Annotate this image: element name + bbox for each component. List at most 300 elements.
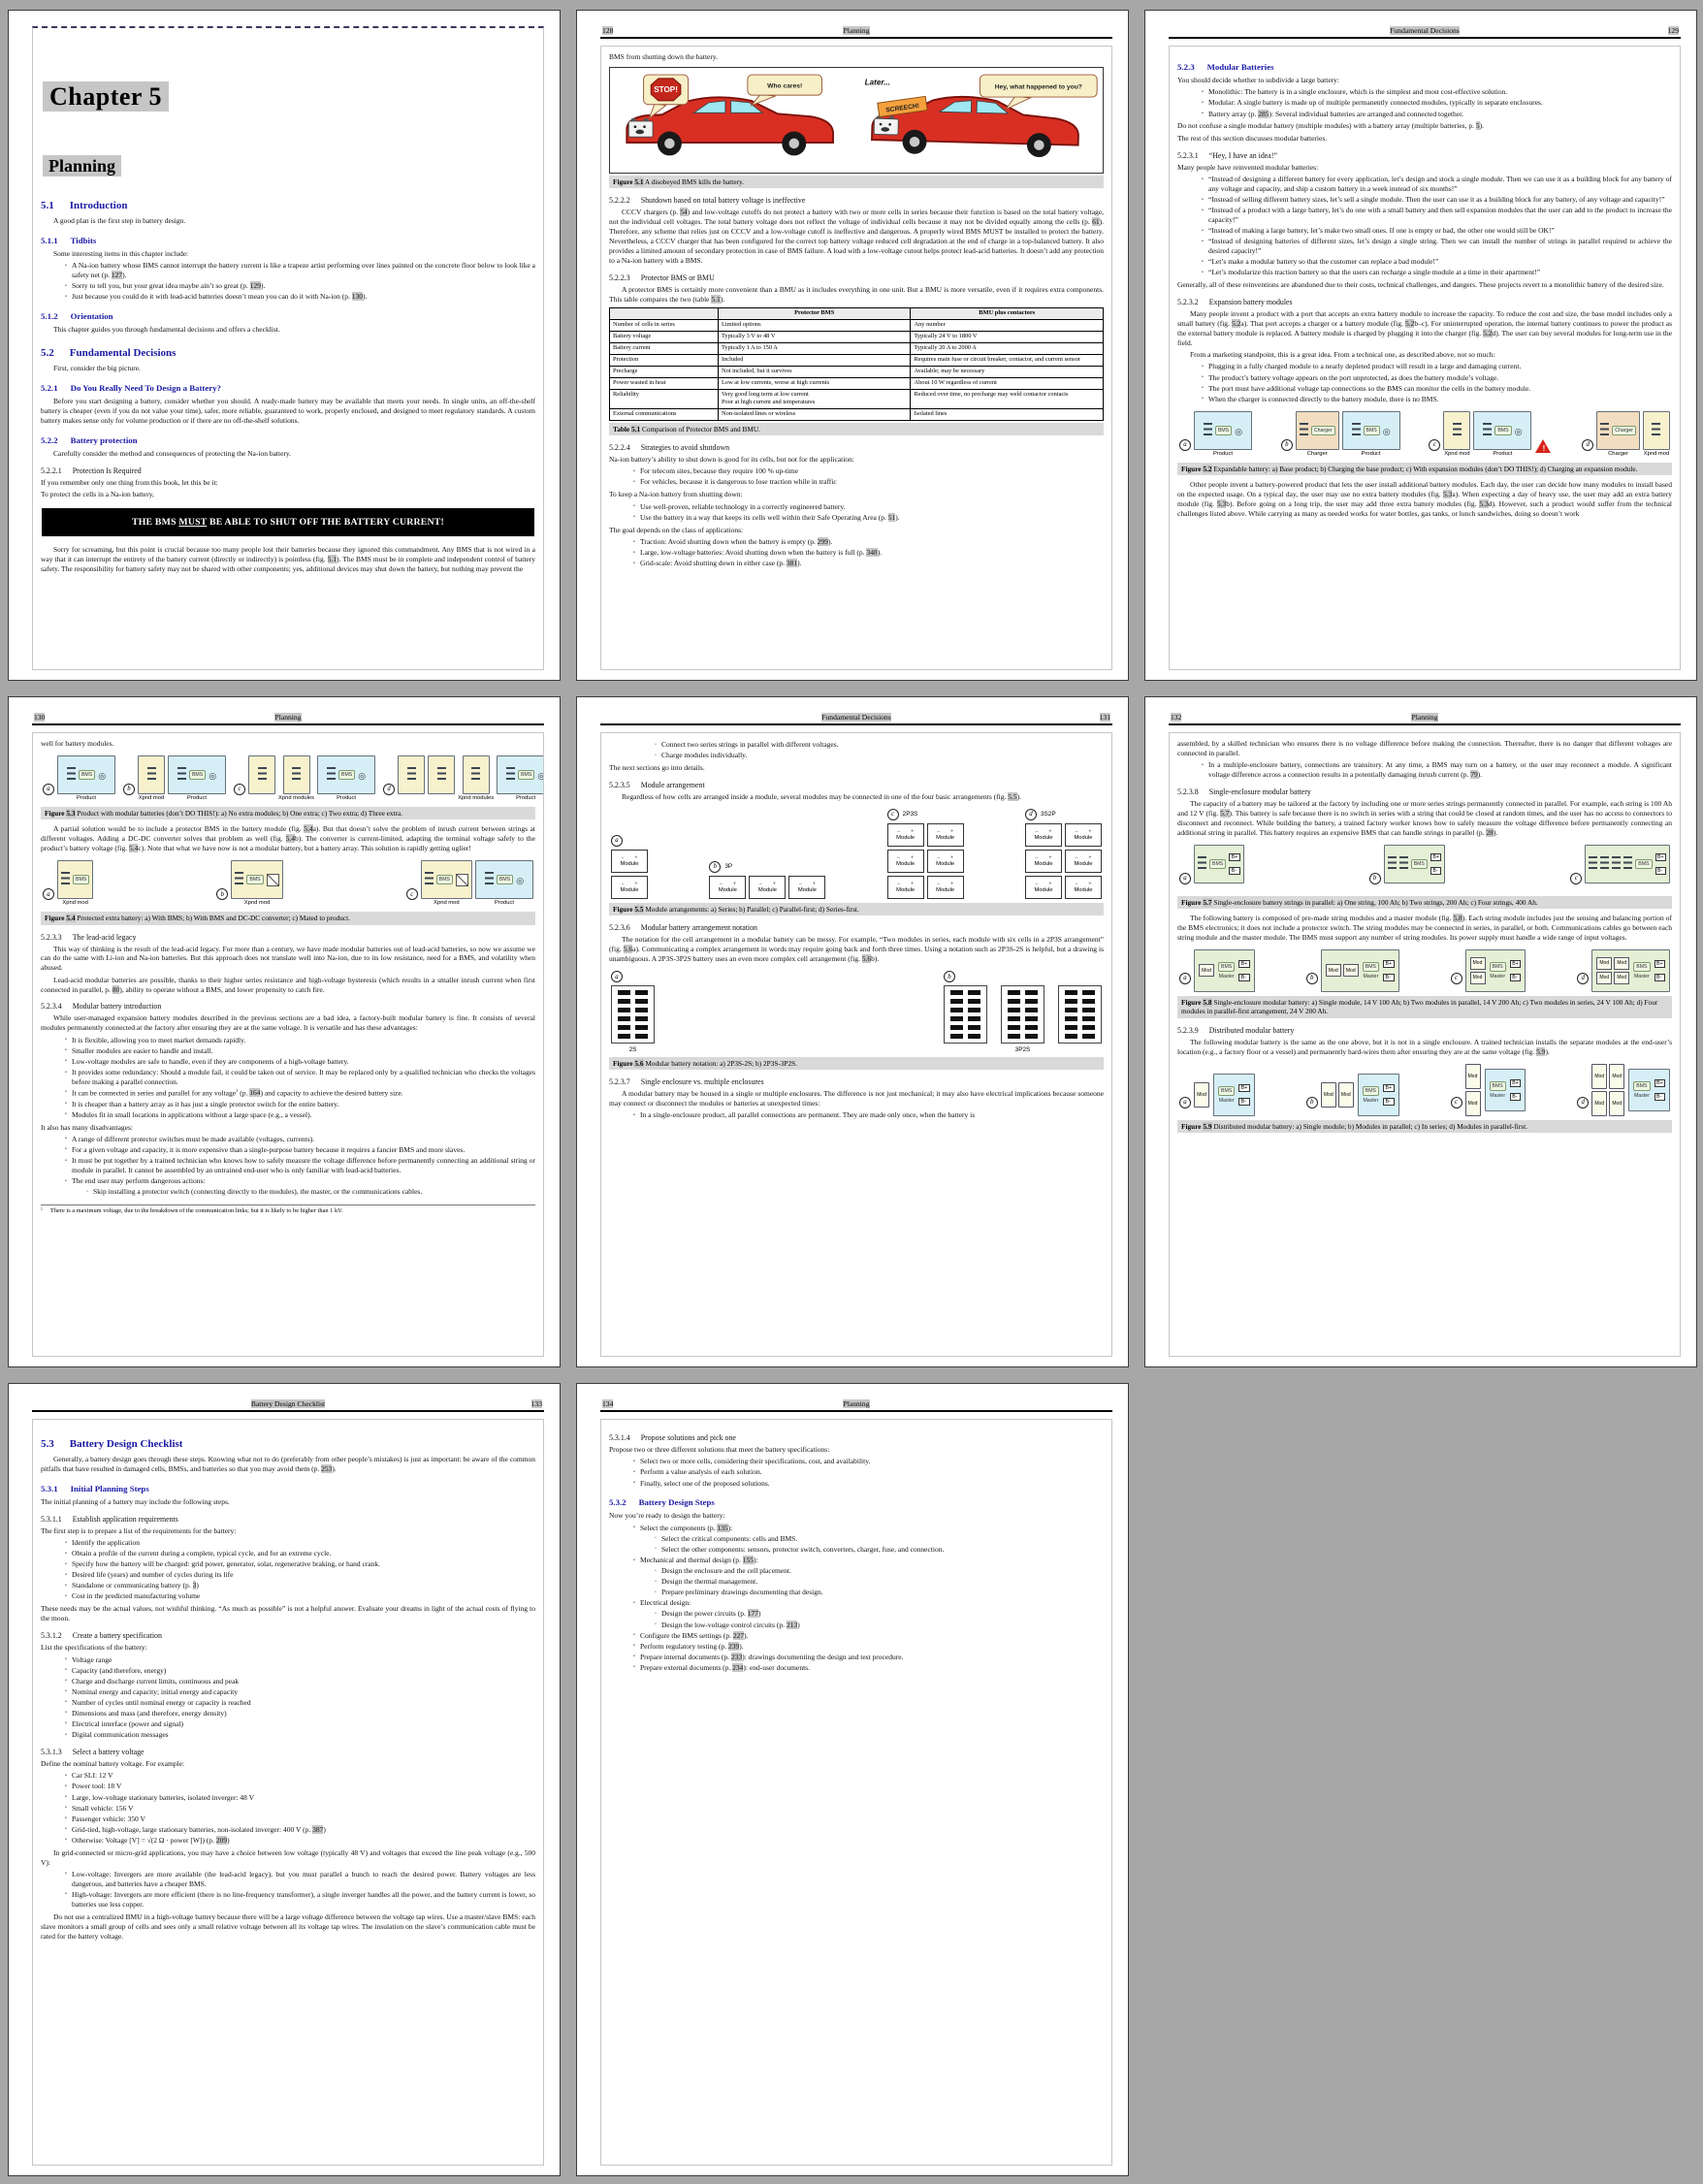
bullet-marker: •	[65, 1667, 67, 1674]
bullet-text: Traction: Avoid shutting down when the battery is empty (p. 299).	[640, 537, 833, 547]
cartoon-panel-later	[857, 70, 1101, 171]
panel-head	[611, 835, 623, 847]
heading-5-2-2-1	[41, 466, 535, 475]
bullet-item	[60, 1046, 535, 1056]
caption-label-text: Figure	[1181, 1121, 1202, 1131]
bullet-item	[1197, 760, 1672, 780]
figure-box-wrap	[57, 860, 93, 908]
bullet-item	[60, 1591, 535, 1601]
bullet-marker: •	[633, 514, 635, 521]
string-module: Mod	[1470, 957, 1486, 970]
figure-box-wrap	[428, 755, 455, 803]
b-plus-tag: B+	[1229, 853, 1240, 861]
arrangement-tag: 3P	[724, 863, 733, 871]
module-box	[749, 876, 786, 899]
page-number: 130	[34, 713, 46, 722]
charger-box	[1596, 411, 1640, 450]
chapter-subtitle-text: Planning	[43, 155, 121, 177]
figure-box-wrap	[138, 755, 165, 803]
bullet-list	[1177, 760, 1672, 780]
page-header	[1169, 713, 1681, 725]
bullet-text: A range of different protector switches must be made available (voltages, currents).	[72, 1134, 314, 1143]
heading-text: Distributed modular battery	[1208, 1025, 1295, 1035]
bullet-marker: •	[65, 1047, 67, 1054]
bullet-item	[60, 1709, 535, 1718]
figure-box-wrap	[475, 860, 533, 908]
battery-enclosure	[1465, 949, 1526, 992]
table-row	[610, 319, 1104, 331]
panel-letter: d	[1577, 973, 1589, 984]
module-terminals: − +	[937, 881, 954, 887]
cell-icon	[1008, 1016, 1020, 1021]
bullet-marker: •	[633, 1458, 635, 1464]
master-label: Master	[1363, 1097, 1379, 1104]
figure-box-wrap	[168, 755, 226, 803]
module-terminals: − +	[621, 881, 638, 887]
bullet-text: Sorry to tell you, but your great idea maybe ain’t so great (p. 129).	[72, 281, 266, 291]
bullet-list	[41, 1036, 535, 1120]
figure-panel	[1570, 845, 1670, 892]
bullet-item	[60, 1100, 535, 1109]
paragraph: Some interesting items in this chapter include:	[53, 248, 189, 258]
bullet-item	[60, 1771, 535, 1781]
heading-text: Modular Batteries	[1206, 62, 1274, 72]
panel-letter: b	[1306, 1097, 1318, 1108]
xpnd-box	[428, 755, 455, 794]
cell-icon	[950, 999, 963, 1004]
figure-panel	[1179, 949, 1255, 992]
bullet-item	[1197, 110, 1672, 119]
master-enclosure	[1485, 1069, 1526, 1111]
load-bulb-icon	[1383, 422, 1391, 439]
module-label: Module	[797, 886, 817, 893]
cell-pack	[1001, 985, 1044, 1044]
figure-box-label: Xpnd mod	[138, 794, 165, 801]
cell-row	[1008, 1034, 1038, 1039]
cell-icon	[1065, 1016, 1077, 1021]
bullet-marker: •	[65, 1772, 67, 1779]
bullet-text: “Let’s make a modular battery so that the customer can replace a bad module!”	[1208, 257, 1439, 267]
load-bulb-icon	[358, 766, 366, 784]
bullet-marker: •	[633, 1643, 635, 1650]
bullet-marker: •	[65, 1560, 67, 1567]
battery-cells-icon	[147, 767, 156, 783]
cell-icon	[635, 1008, 648, 1012]
bms-chip: BMS	[1633, 962, 1650, 972]
bullet-text: High-voltage: Invergers are more efficient (there is no line-frequency transformer), a single inverger handles all the power, and the battery current is lower, so batteries use less copper.	[72, 1889, 535, 1909]
figure-box-label: Xpnd mod	[434, 900, 460, 907]
bullet-marker: •	[65, 262, 67, 269]
terminal-tags	[1238, 1084, 1250, 1106]
figure-panel	[1179, 411, 1252, 459]
page-header	[600, 713, 1112, 725]
bullet-item	[60, 1825, 535, 1835]
caption-label	[1181, 898, 1212, 907]
terminal-tags	[1655, 853, 1667, 875]
bullet-marker: •	[65, 1089, 67, 1096]
master-side	[1633, 962, 1650, 980]
bullet-item	[628, 1642, 1104, 1652]
heading-5-2-2	[41, 435, 535, 445]
figure-box-wrap	[1384, 845, 1446, 892]
bullet-item	[650, 1566, 1104, 1576]
panel-head	[1025, 809, 1056, 820]
paragraph: Define the nominal battery voltage. For example:	[41, 1758, 185, 1768]
figure-panel	[43, 755, 115, 803]
table-cell: Isolated lines	[911, 408, 1104, 420]
document-page	[8, 10, 561, 681]
bullet-list	[609, 1457, 1104, 1488]
heading-number: 5.2.3.2	[1177, 298, 1199, 307]
heading-5-1-2	[41, 311, 535, 321]
battery-cells-icon	[471, 767, 480, 783]
caption-label-text: Figure	[45, 808, 65, 818]
module-box	[887, 876, 924, 899]
bms-chip: BMS	[518, 770, 534, 780]
bullet-marker: •	[1202, 269, 1204, 275]
battery-cells-icon	[407, 767, 416, 783]
heading-text: Module arrangement	[640, 781, 705, 790]
module-terminals: − +	[1075, 828, 1092, 835]
cell-row	[1065, 990, 1095, 995]
caption-text: Single-enclosure modular battery: a) Single module, 14 V 100 Ah; b) Two modules in parallel, 14 V 200 Ah; c) Two modules in series, 24 V 100 Ah; d) Four modules in parallel-first arrangement, 24 V 200 Ah.	[1181, 997, 1658, 1016]
bullet-item	[60, 1036, 535, 1045]
page-header	[600, 1399, 1112, 1412]
module-label: Module	[718, 886, 737, 893]
bullet-item	[60, 1782, 535, 1791]
mod-stack	[1465, 1064, 1481, 1116]
header-title: Planning	[274, 713, 302, 722]
caption-label-text: Figure	[613, 1058, 633, 1068]
caption-label-text: Figure	[613, 177, 633, 186]
caption-number: 5.2	[1203, 464, 1212, 473]
paragraph: This way of thinking is the result of the lead-acid legacy. For more than a century, we have made modular batteries out of lead-acid batteries, so now we assume we can do the same with Li-ion and Na-ion batteries. But this approach does not translate well into Na-ion, due to its low resistance, need for a BMS, and volatility when abused.	[41, 944, 535, 973]
panel-letter: a	[1179, 439, 1191, 451]
heading-number: 5.1.1	[41, 235, 58, 245]
module-terminals: − +	[1035, 881, 1052, 887]
bullet-item	[628, 502, 1104, 512]
xpnd-box	[1443, 411, 1470, 450]
figure-panel	[1306, 949, 1399, 992]
module-label: Module	[936, 860, 955, 867]
paragraph: Do not use a centralized BMU in a high-voltage battery because there will be a large voltage difference between the voltage tap wires. Use a master/slave BMS: each slave monitors a small group of cells and sees only a small relative voltage between all its voltage tap wires. The insulation on the slave’s communication cable must be rated for the battery voltage.	[41, 1911, 535, 1941]
paragraph: Generally, a battery design goes through these steps. Knowing what not to do (preferably from other people’s mistakes) is just as important: be aware of the common pitfalls that have resulted in damaged cells, BMSs, and batteries so that you may avoid them (p. 253).	[41, 1455, 535, 1473]
table-cell: Battery voltage	[610, 331, 719, 342]
page-content	[600, 46, 1112, 670]
bullet-item	[650, 740, 1104, 750]
cell-icon	[618, 999, 630, 1004]
document-page	[576, 696, 1129, 1367]
cell-icon	[1008, 1025, 1020, 1030]
figure-panel	[1582, 411, 1670, 459]
panel-letter: d	[1025, 809, 1037, 820]
bullet-item	[60, 1538, 535, 1548]
paragraph: A modular battery may be housed in a single or multiple enclosures. The difference is not just mechanical; it may also have electrical implications because someone may connect or disconnect the modules or batteries at unexpected times:	[609, 1089, 1104, 1108]
page-content	[32, 26, 544, 670]
module-terminals: − +	[798, 881, 816, 887]
bullet-item	[1197, 373, 1672, 383]
chapter-subtitle	[43, 156, 535, 177]
bullet-marker: •	[65, 1592, 67, 1599]
figure-panel	[1179, 845, 1244, 892]
table-cell: Number of cells in series	[610, 319, 719, 331]
bms-chip: BMS	[1215, 426, 1232, 435]
cell-pack-row	[611, 985, 655, 1044]
figure-row	[1177, 947, 1672, 994]
table-row	[610, 354, 1104, 366]
module-terminals: − +	[719, 881, 736, 887]
terminal-tags	[1238, 960, 1250, 981]
bullet-text: Monolithic: The battery is in a single enclosure, which is the simplest and most cost-effective solution.	[1208, 87, 1508, 97]
chapter-title-text: Chapter 5	[43, 81, 169, 112]
cell-icon	[618, 1008, 630, 1012]
document-page	[1144, 10, 1697, 681]
table-cell: Any number	[911, 319, 1104, 331]
module-box	[1025, 850, 1062, 873]
car-cartoon	[609, 67, 1104, 174]
heading-text: Battery protection	[70, 434, 138, 445]
heading-5-2-3-2	[1177, 298, 1672, 306]
mod-stack	[1596, 957, 1629, 984]
string-module: Mod	[1338, 1082, 1354, 1108]
bullet-text: Select the critical components: cells and BMS.	[661, 1533, 798, 1543]
heading-text: Protector BMS or BMU	[640, 273, 715, 282]
bullet-marker: •	[1202, 374, 1204, 381]
heading-number: 5.2.3.8	[1177, 787, 1199, 797]
product-box	[57, 755, 115, 794]
module-box	[1065, 876, 1102, 899]
heading-5-2-3-4	[41, 1002, 535, 1011]
module-label: Module	[936, 886, 955, 893]
module-terminals: − +	[1035, 854, 1052, 861]
paragraph: The initial planning of a battery may include the following steps.	[41, 1496, 230, 1506]
b-minus-tag: B-	[1383, 974, 1395, 981]
header-left: 132	[1171, 713, 1182, 722]
header-title: Battery Design Checklist	[250, 1399, 326, 1408]
figure	[41, 858, 535, 910]
heading-text: “Hey, I have an idea!”	[1208, 150, 1277, 160]
arrangement-tag: 3S2P	[1040, 811, 1056, 819]
string-module: Mod	[1343, 964, 1359, 977]
header-zone-center	[1238, 713, 1611, 722]
document-page	[8, 1383, 561, 2176]
heading-5-2-3-8	[1177, 787, 1672, 796]
bullet-marker: ◦	[86, 1188, 88, 1195]
bullet-text: Specify how the battery will be charged: grid power, generator, solar, regenerative braking, or hand crank.	[72, 1559, 381, 1569]
paragraph: A protector BMS is certainly more convenient than a BMU as it includes everything in one unit. But a BMU is more versatile, even if it requires extra components. This table compares the two (table 5.1).	[609, 284, 1104, 304]
caption-text: Protected extra battery: a) With BMS; b) With BMS and DC-DC converter; c) Mated to product.	[75, 914, 350, 923]
figure-caption	[41, 807, 535, 819]
bullet-text: Mechanical and thermal design (p. 155):	[640, 1556, 758, 1565]
cell-pack	[944, 985, 987, 1044]
caption-label	[1181, 998, 1212, 1007]
figure-panel	[383, 755, 544, 803]
page-content	[600, 1419, 1112, 2166]
page-content	[600, 732, 1112, 1357]
bullet-item	[60, 1730, 535, 1740]
bullet-marker: •	[65, 1177, 67, 1184]
bullet-list	[609, 740, 1104, 760]
figure	[1177, 1062, 1672, 1118]
table-cell: Not included, but it survives	[718, 366, 911, 377]
caption-label	[613, 1059, 644, 1068]
bullet-item	[60, 1549, 535, 1558]
bullet-text: Power tool: 18 V	[72, 1782, 122, 1791]
battery-cells-icon	[235, 872, 243, 887]
cell-icon	[618, 1016, 630, 1021]
figure-box-label: Product	[337, 794, 357, 801]
caption-label	[613, 177, 644, 186]
figure-box-wrap	[1342, 411, 1400, 459]
arrangement-tag: 2S	[628, 1045, 637, 1053]
hey-bubble-text: Hey, what happened to you?	[994, 83, 1082, 91]
bullet-marker: •	[1202, 111, 1204, 117]
bullet-text: The product’s battery voltage appears on the port unprotected, as does the battery module’s voltage.	[1208, 372, 1499, 382]
figure-panel	[887, 809, 964, 899]
bullet-marker: •	[65, 1783, 67, 1789]
table-cell: Limited options	[718, 319, 911, 331]
string-module: Mod	[1596, 957, 1612, 970]
heading-5-3-1-1	[41, 1515, 535, 1524]
bullet-item	[60, 1836, 535, 1846]
bullet-item	[60, 1687, 535, 1697]
bullet-item	[628, 1110, 1104, 1120]
panel-letter: b	[709, 861, 721, 873]
bullet-text: The port must have additional voltage tap connections so the BMS can monitor the cells in the battery module.	[1208, 383, 1531, 393]
figure-caption	[1177, 463, 1672, 475]
bullet-marker: •	[65, 1805, 67, 1812]
heading-number: 5.2.2.2	[609, 196, 630, 206]
bullet-item	[1197, 206, 1672, 225]
arrangement-tag: 3P2S	[1014, 1045, 1031, 1053]
paragraph: Now you’re ready to design the battery:	[609, 1511, 725, 1521]
bullet-marker: •	[633, 1111, 635, 1118]
b-minus-tag: B-	[1510, 1093, 1522, 1101]
figure-box-label: Xpnd modules	[278, 794, 315, 801]
header-title: Planning	[843, 1399, 870, 1408]
panel-head	[709, 861, 732, 873]
b-minus-tag: B-	[1238, 1098, 1250, 1106]
panel-letter: a	[43, 784, 54, 795]
bms-chip: BMS	[1635, 859, 1652, 869]
figure-panel	[1451, 949, 1526, 992]
battery-cells-icon	[1612, 856, 1621, 872]
module-box	[1065, 823, 1102, 847]
bullet-text: Electrical design:	[640, 1598, 691, 1608]
bullet-text: Select the components (p. 135):	[640, 1523, 733, 1532]
header-left: 134	[602, 1399, 614, 1408]
bullet-item	[60, 1145, 535, 1155]
bms-chip: BMS	[79, 770, 95, 780]
figure-caption	[1177, 996, 1672, 1018]
xpnd-box	[57, 860, 93, 899]
paragraph: assembled, by a skilled technician who ensures there is no voltage difference before making the connection. Thereafter, there is no danger that different voltages are connected in parallel.	[1177, 739, 1672, 757]
cell-icon	[618, 1025, 630, 1030]
module-box	[887, 850, 924, 873]
module-box	[1025, 876, 1062, 899]
caption-label-text: Figure	[1181, 897, 1202, 907]
cell-icon	[1025, 990, 1038, 995]
product-box	[497, 755, 544, 794]
paragraph: Na-ion battery’s ability to shut down is good for its cells, but not for the application:	[609, 454, 854, 464]
paragraph: A partial solution would be to include a protector BMS in the battery module (fig. 5.4a). But that doesn’t solve the problem of inrush current between strings at different voltages. Adding a DC-DC converter solves that problem as well (fig. 5.4b). The converter is current-limited, adapting the terminal voltage safely to the product’s battery voltage (fig. 5.4c). Note that what we have now is not a modular battery, but a battery array. This solution is rapidly getting uglier!	[41, 824, 535, 853]
product-box	[168, 755, 226, 794]
bullet-item	[60, 1815, 535, 1824]
battery-cells-icon	[1399, 856, 1408, 872]
bullet-marker: •	[1202, 385, 1204, 392]
bullet-text: Select two or more cells, considering their specifications, cost, and availability.	[640, 1457, 871, 1466]
figure	[41, 754, 535, 805]
xpnd-box	[398, 755, 425, 794]
cell-icon	[1008, 999, 1020, 1004]
cartoon-panel-now	[612, 70, 855, 171]
table-header-row	[610, 307, 1104, 319]
bullet-item	[60, 1057, 535, 1067]
cell-row	[618, 999, 648, 1004]
header-title: Planning	[1411, 713, 1438, 722]
caption-label-text: Figure	[1181, 997, 1202, 1007]
table-cell: Included	[718, 354, 911, 366]
b-minus-tag: B-	[1655, 1093, 1666, 1101]
bullet-marker: •	[65, 1699, 67, 1706]
battery-cells-icon	[1388, 856, 1397, 872]
bullet-text: Grid-scale: Avoid shutting down in either case (p. 381).	[640, 559, 802, 568]
bullet-item	[60, 1581, 535, 1590]
cell-row	[1008, 999, 1038, 1004]
charger-box	[1296, 411, 1339, 450]
heading-number: 5.2.3.4	[41, 1002, 62, 1012]
bullet-text: Nominal energy and capacity; initial energy and capacity	[72, 1686, 239, 1696]
bullet-item	[60, 1156, 535, 1175]
terminal-tags	[1229, 853, 1240, 875]
mods-group	[1591, 949, 1670, 992]
bms-chip: BMS	[246, 875, 263, 884]
figure-box-label: Product	[187, 794, 207, 801]
load-bulb-icon	[209, 766, 216, 784]
b-minus-tag: B-	[1510, 974, 1522, 981]
bullet-text: Battery array (p. 285): Several individual batteries are arranged and connected together.	[1208, 109, 1464, 118]
figure-box-wrap	[278, 755, 314, 803]
b-minus-tag: B-	[1383, 1098, 1395, 1106]
cell-icon	[968, 999, 980, 1004]
string-module: Mod	[1591, 1091, 1607, 1116]
bullet-text: “Let’s modularize this traction battery so that the users can recharge a single module at a time in their apartment!”	[1208, 268, 1541, 277]
bullet-item	[650, 1588, 1104, 1597]
paragraph: List the specifications of the battery:	[41, 1643, 147, 1653]
panel-letter: a	[1179, 1097, 1191, 1108]
caption-text: Modular battery notation: a) 2P3S-2S; b) 2P3S-3P2S.	[643, 1058, 798, 1068]
bullet-text: It must be put together by a trained technician who knows how to safely measure the voltage difference before permanently connecting an additional string or module in parallel. It cannot be assembled by an untrained end-user who is only familiar with lead-acid batteries.	[72, 1156, 535, 1174]
master-side	[1218, 962, 1235, 980]
cell-row	[1008, 1016, 1038, 1021]
bullet-text: Smaller modules are easier to handle and install.	[72, 1045, 213, 1055]
mods-group	[1194, 949, 1255, 992]
table-row	[610, 389, 1104, 408]
paragraph: Propose two or three different solutions that meet the battery specifications:	[609, 1445, 830, 1454]
bullet-marker: ◦	[655, 752, 657, 758]
cell-icon	[1025, 1034, 1038, 1039]
bullet-item	[650, 1534, 1104, 1544]
bullet-text: “Instead of selling different battery sizes, let’s sell a single module. Then the user can use it as a building block for any battery, of any voltage and capacity!”	[1208, 195, 1665, 205]
table-cell: Battery current	[610, 342, 719, 354]
heading-text: Do You Really Need To Design a Battery?	[70, 383, 221, 393]
header-zone-center	[1238, 26, 1611, 35]
panel-letter: b	[1369, 873, 1381, 884]
battery-cells-icon	[1600, 423, 1609, 438]
b-minus-tag: B-	[1655, 974, 1666, 981]
module-box	[611, 876, 648, 899]
master-label: Master	[1490, 1092, 1506, 1099]
